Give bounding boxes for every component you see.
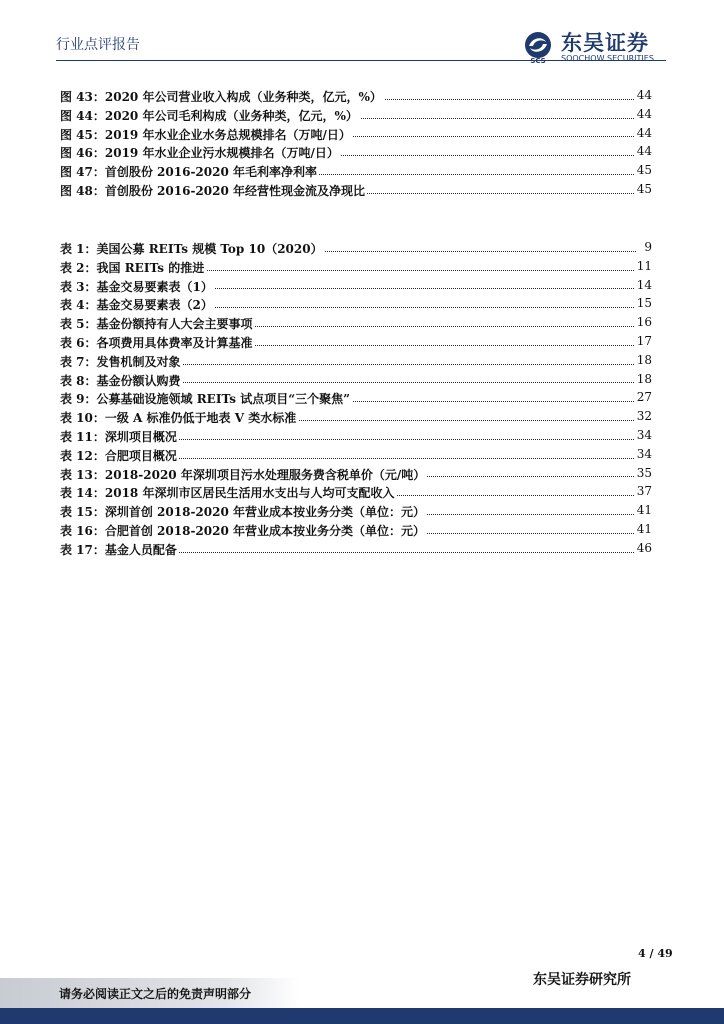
toc-entry-page: 44	[636, 106, 652, 121]
toc-entry-label: 表 12：合肥项目概况	[60, 448, 177, 463]
toc-entry-label: 表 4：基金交易要素表（2）	[60, 298, 213, 313]
toc-entry-page: 35	[636, 465, 652, 480]
logo-emblem-icon	[521, 30, 555, 64]
toc-entry-label: 表 6：各项费用具体费率及计算基准	[60, 335, 253, 350]
toc-entry-label: 表 11：深圳项目概况	[60, 429, 177, 444]
toc-entry-table[interactable]	[60, 482, 652, 501]
toc-entry-label: 表 9：公募基础设施领域 REITs 试点项目“三个聚焦”	[60, 392, 351, 407]
toc-entry-label: 图 44：2020 年公司毛利构成（业务种类，亿元，%）	[60, 108, 358, 123]
toc-entry-label: 图 45：2019 年水业企业水务总规模排名（万吨/日）	[60, 127, 351, 142]
toc-entry-table[interactable]	[60, 370, 652, 389]
toc-entry-page: 44	[636, 144, 652, 159]
toc-entry-page: 34	[636, 427, 652, 442]
toc-entry-page: 11	[636, 258, 652, 273]
toc-entry-figure[interactable]	[60, 161, 652, 180]
toc-entry-page: 44	[636, 125, 652, 140]
toc-entry-label: 图 43：2020 年公司营业收入构成（业务种类，亿元，%）	[60, 90, 382, 104]
toc-entry-page: 9	[644, 240, 652, 254]
toc-entry-table[interactable]	[60, 388, 652, 407]
table-index-list	[60, 238, 652, 558]
toc-entry-page: 15	[636, 296, 652, 311]
toc-entry-page: 27	[636, 390, 652, 405]
toc-entry-label: 表 16：合肥首创 2018-2020 年营业成本按业务分类（单位：元）	[60, 523, 426, 538]
toc-entry-label: 表 1：美国公募 REITs 规模 Top 10（2020）	[60, 242, 323, 256]
toc-entry-table[interactable]	[60, 445, 652, 464]
footer-bar	[0, 1008, 724, 1024]
disclaimer-text: 请务必阅读正文之后的免责声明部分	[59, 987, 252, 1001]
toc-entry-label: 表 13：2018-2020 年深圳项目污水处理服务费含税单价（元/吨）	[60, 467, 426, 482]
toc-entry-page: 41	[636, 503, 652, 518]
toc-entry-label: 图 46：2019 年水业企业污水规模排名（万吨/日）	[60, 146, 339, 161]
toc-entry-label: 表 3：基金交易要素表（1）	[60, 279, 213, 294]
toc-entry-page: 37	[636, 484, 652, 499]
toc-entry-label: 表 8：基金份额认购费	[60, 373, 181, 388]
toc-entry-label: 表 2：我国 REITs 的推进	[60, 260, 205, 275]
toc-entry-label: 表 10：一级 A 标准仍低于地表 V 类水标准	[60, 411, 297, 426]
toc-entry-label: 表 17：基金人员配备	[60, 542, 177, 557]
page-number: 4 / 49	[638, 947, 673, 960]
toc-entry-table[interactable]	[60, 257, 652, 276]
toc-entry-page: 34	[636, 446, 652, 461]
report-type-title: 行业点评报告	[56, 37, 140, 53]
toc-entry-table[interactable]	[60, 520, 652, 539]
toc-entry-page: 44	[636, 88, 652, 102]
figure-index-list	[60, 86, 652, 199]
toc-entry-table[interactable]	[60, 539, 652, 558]
footer-organization: 东吴证券研究所	[533, 972, 631, 988]
toc-entry-table[interactable]	[60, 276, 652, 295]
toc-entry-page: 14	[636, 277, 652, 292]
toc-entry-figure[interactable]	[60, 124, 652, 143]
toc-entry-figure[interactable]	[60, 142, 652, 161]
logo-english-name: SOOCHOW SECURITIES	[561, 54, 654, 63]
toc-entry-table[interactable]	[60, 238, 652, 257]
toc-entry-figure[interactable]	[60, 180, 652, 199]
toc-entry-table[interactable]	[60, 501, 652, 520]
toc-entry-table[interactable]	[60, 464, 652, 483]
toc-entry-page: 46	[636, 540, 652, 555]
toc-entry-page: 18	[636, 352, 652, 367]
soochow-logo	[521, 30, 667, 64]
toc-entry-page: 45	[636, 181, 652, 196]
toc-entry-table[interactable]	[60, 351, 652, 370]
toc-entry-label: 表 7：发售机制及对象	[60, 354, 181, 369]
toc-entry-page: 45	[636, 163, 652, 178]
toc-entry-label: 图 47：首创股份 2016-2020 年毛利率净利率	[60, 165, 318, 180]
toc-entry-page: 16	[636, 315, 652, 330]
toc-entry-label: 表 15：深圳首创 2018-2020 年营业成本按业务分类（单位：元）	[60, 505, 426, 520]
logo-abbr: SCS	[530, 57, 546, 64]
toc-entry-label: 表 5：基金份额持有人大会主要事项	[60, 317, 253, 332]
toc-entry-page: 17	[636, 333, 652, 348]
toc-entry-page: 18	[636, 371, 652, 386]
toc-entry-table[interactable]	[60, 407, 652, 426]
toc-entry-label: 图 48：首创股份 2016-2020 年经营性现金流及净现比	[60, 183, 366, 198]
toc-entry-table[interactable]	[60, 426, 652, 445]
toc-entry-figure[interactable]	[60, 86, 652, 105]
toc-entry-table[interactable]	[60, 313, 652, 332]
toc-entry-table[interactable]	[60, 294, 652, 313]
toc-entry-table[interactable]	[60, 332, 652, 351]
toc-entry-figure[interactable]	[60, 105, 652, 124]
toc-entry-page: 32	[636, 409, 652, 424]
toc-entry-label: 表 14：2018 年深圳市区居民生活用水支出与人均可支配收入	[60, 486, 395, 501]
toc-entry-page: 41	[636, 521, 652, 536]
logo-chinese-name: 东吴证券	[561, 31, 649, 55]
